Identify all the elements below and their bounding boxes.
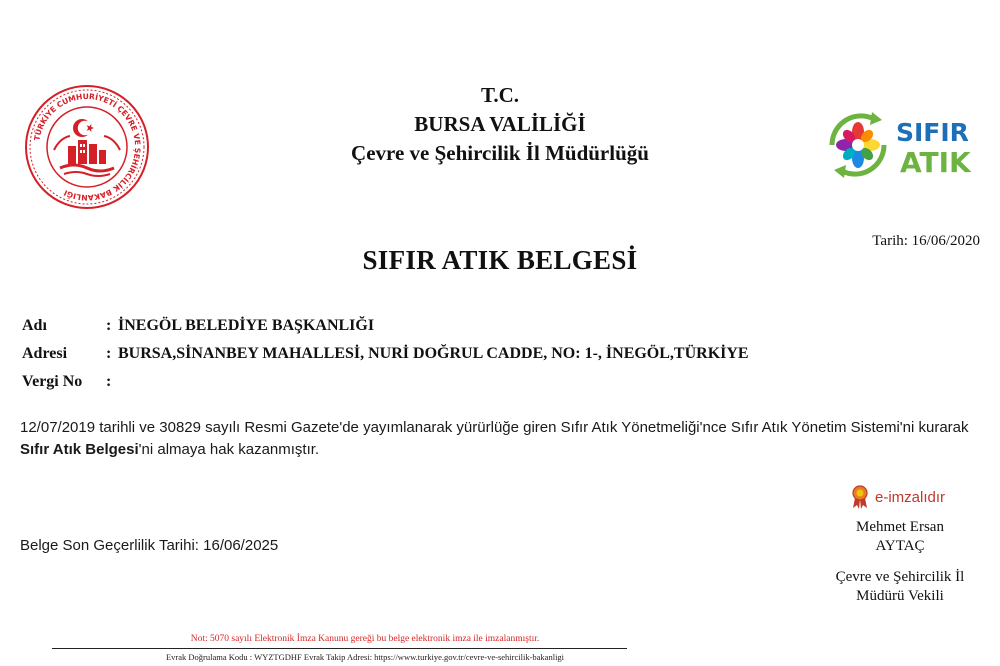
signer-first-name: Mehmet Ersan (856, 519, 944, 535)
header-governorship: BURSA VALİLİĞİ (414, 112, 586, 136)
field-sep: : (106, 373, 112, 390)
signer-title-line1: Çevre ve Şehircilik İl (835, 569, 965, 585)
footer-divider (52, 648, 627, 649)
e-signed-badge (851, 485, 945, 509)
statement-part-2: 'ni almaya hak kazanmıştır. (138, 441, 320, 458)
field-value-name: İNEGÖL BELEDİYE BAŞKANLIĞI (118, 317, 375, 334)
e-signed-label: e-imzalıdır (875, 488, 946, 506)
logo-text-atik: ATIK (900, 146, 971, 179)
statement-part-1: 12/07/2019 tarihli ve 30829 sayılı Resmi Gazete'de yayımlanarak yürürlüğe giren Sıfır Atık Yönetmeliği'nce Sıfır Atık Yönetim Sistemi'ni kurarak (20, 419, 969, 436)
zero-waste-logo (826, 110, 986, 180)
ministry-emblem (24, 84, 150, 210)
field-label-address: Adresi (22, 345, 68, 362)
statement-bold: Sıfır Atık Belgesi (20, 441, 139, 458)
field-label-tax: Vergi No (22, 373, 83, 390)
document-date: Tarih: 16/06/2020 (872, 233, 980, 249)
field-row-name (22, 317, 374, 339)
validity-date: Belge Son Geçerlilik Tarihi: 16/06/2025 (20, 537, 279, 554)
svg-text:TÜRKİYE CUMHURİYETİ ÇEVRE VE Ş (32, 92, 142, 202)
certificate-statement (20, 417, 980, 461)
signer-title-line2: Müdürü Vekili (856, 588, 944, 604)
header-tc: T.C. (480, 83, 520, 107)
field-label-name: Adı (22, 317, 47, 334)
field-sep: : (106, 317, 112, 334)
footer-legal-note: Not: 5070 sayılı Elektronik İmza Kanunu gereği bu belge elektronik imza ile imzalanmıştır. (190, 634, 540, 644)
emblem-ring-text: TÜRKİYE CUMHURİYETİ ÇEVRE VE ŞEHİRCİLİK BAKANLIĞI (32, 91, 143, 203)
award-ribbon-icon (851, 485, 869, 509)
logo-text-sifir: SIFIR (896, 118, 969, 147)
field-sep: : (106, 345, 112, 362)
field-value-address: BURSA,SİNANBEY MAHALLESİ, NURİ DOĞRUL CADDE, NO: 1-, İNEGÖL,TÜRKİYE (118, 345, 749, 362)
footer-verification-code: Evrak Doğrulama Kodu : WYZTGDHF Evrak Takip Adresi: https://www.turkiye.gov.tr/cevre-ve-sehircilik-bakanligi (165, 652, 565, 662)
header-directorate: Çevre ve Şehircilik İl Müdürlüğü (351, 141, 649, 165)
document-title: SIFIR ATIK BELGESİ (362, 245, 638, 275)
signer-last-name: AYTAÇ (875, 538, 925, 554)
field-row-tax (22, 373, 118, 395)
field-row-address (22, 345, 749, 367)
